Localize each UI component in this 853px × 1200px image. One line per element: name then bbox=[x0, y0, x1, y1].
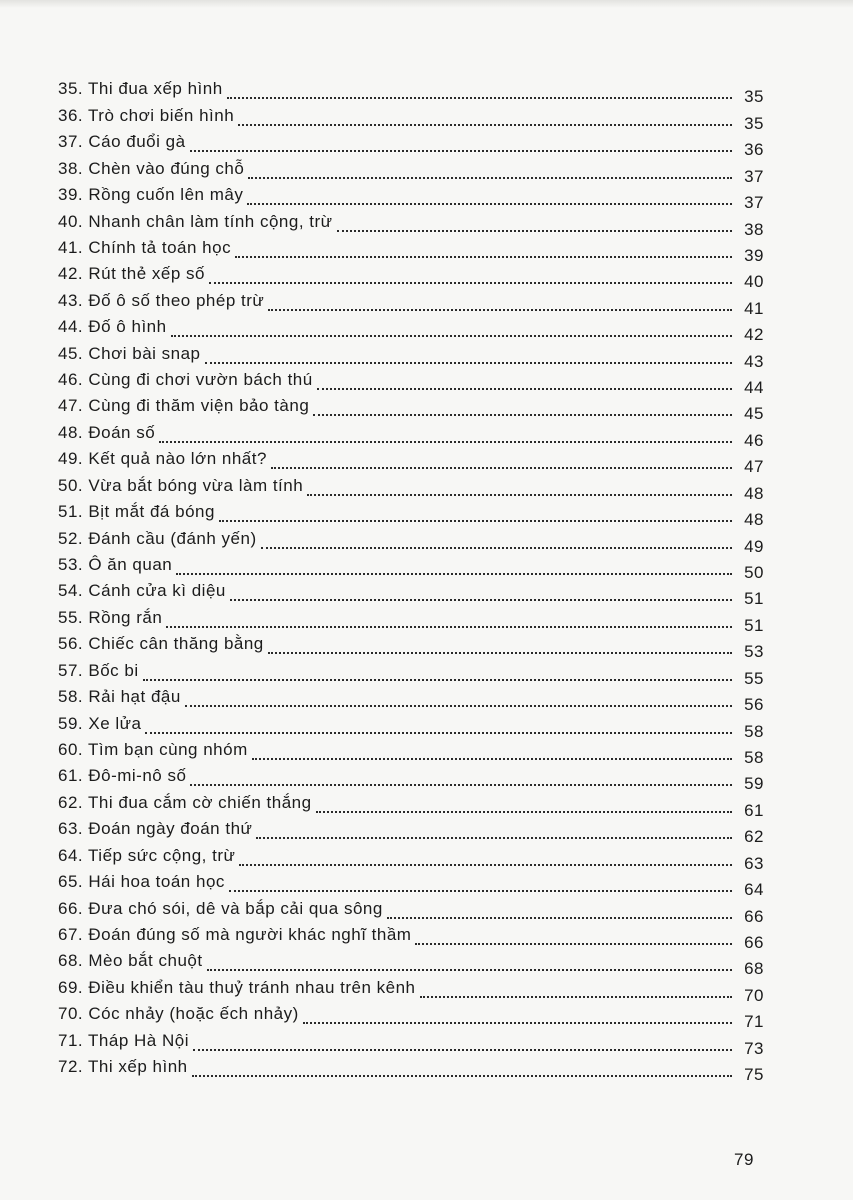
toc-entry-title: 43. Đố ô số theo phép trừ bbox=[58, 290, 265, 310]
toc-entry-page: 62 bbox=[744, 827, 764, 847]
dot-leader bbox=[190, 784, 732, 786]
toc-entry-page: 71 bbox=[744, 1012, 764, 1032]
dot-leader bbox=[316, 811, 732, 813]
toc-entry-page: 46 bbox=[744, 430, 764, 450]
dot-leader bbox=[261, 547, 732, 549]
toc-entry-title: 52. Đánh cầu (đánh yến) bbox=[58, 528, 257, 548]
dot-leader bbox=[192, 1075, 732, 1077]
toc-entry-page: 42 bbox=[744, 325, 764, 345]
toc-entry-title: 61. Đô-mi-nô số bbox=[58, 766, 187, 786]
toc-entry bbox=[58, 367, 764, 398]
toc-entry-title: 69. Điều khiển tàu thuỷ tránh nhau trên kênh bbox=[58, 977, 416, 997]
dot-leader bbox=[193, 1049, 732, 1051]
toc-entry-title: 36. Trò chơi biến hình bbox=[58, 105, 235, 125]
toc-entry-page: 51 bbox=[744, 615, 764, 635]
toc-entry-page: 43 bbox=[744, 351, 764, 371]
toc-entry bbox=[58, 816, 764, 847]
toc-entry bbox=[58, 789, 764, 820]
table-of-contents bbox=[58, 76, 764, 1085]
toc-entry bbox=[58, 314, 764, 345]
dot-leader bbox=[268, 652, 732, 654]
dot-leader bbox=[209, 282, 732, 284]
toc-entry-page: 51 bbox=[744, 589, 764, 609]
dot-leader bbox=[247, 203, 732, 205]
toc-entry-title: 55. Rồng rắn bbox=[58, 607, 163, 627]
dot-leader bbox=[239, 864, 732, 866]
toc-entry-page: 66 bbox=[744, 906, 764, 926]
toc-entry-title: 58. Rải hạt đậu bbox=[58, 687, 181, 707]
toc-entry bbox=[58, 974, 764, 1005]
dot-leader bbox=[219, 520, 732, 522]
toc-entry-title: 68. Mèo bắt chuột bbox=[58, 951, 203, 971]
dot-leader bbox=[145, 732, 732, 734]
dot-leader bbox=[205, 362, 732, 364]
toc-entry-title: 70. Cóc nhảy (hoặc ếch nhảy) bbox=[58, 1004, 299, 1024]
toc-entry bbox=[58, 763, 764, 794]
toc-entry-title: 42. Rút thẻ xếp số bbox=[58, 264, 205, 284]
dot-leader bbox=[230, 599, 732, 601]
toc-entry bbox=[58, 578, 764, 609]
toc-entry-page: 58 bbox=[744, 721, 764, 741]
page-number: 79 bbox=[734, 1150, 754, 1169]
toc-entry-title: 41. Chính tả toán học bbox=[58, 237, 232, 257]
toc-entry-page: 39 bbox=[744, 245, 764, 265]
toc-entry-title: 60. Tìm bạn cùng nhóm bbox=[58, 739, 248, 759]
toc-entry-title: 46. Cùng đi chơi vườn bách thú bbox=[58, 370, 313, 390]
toc-entry bbox=[58, 1027, 764, 1058]
toc-entry-title: 63. Đoán ngày đoán thứ bbox=[58, 819, 253, 839]
toc-entry-title: 67. Đoán đúng số mà người khác nghĩ thầm bbox=[58, 924, 412, 944]
dot-leader bbox=[268, 309, 732, 311]
toc-entry-page: 45 bbox=[744, 404, 764, 424]
dot-leader bbox=[238, 124, 732, 126]
toc-entry-title: 65. Hái hoa toán học bbox=[58, 872, 225, 892]
toc-entry bbox=[58, 684, 764, 715]
toc-entry bbox=[58, 552, 764, 583]
toc-entry bbox=[58, 393, 764, 424]
toc-entry-title: 48. Đoán số bbox=[58, 422, 156, 442]
toc-entry-title: 38. Chèn vào đúng chỗ bbox=[58, 158, 245, 178]
toc-entry bbox=[58, 499, 764, 530]
toc-entry bbox=[58, 155, 764, 186]
dot-leader bbox=[159, 441, 732, 443]
toc-entry bbox=[58, 446, 764, 477]
dot-leader bbox=[387, 917, 732, 919]
toc-entry-page: 50 bbox=[744, 563, 764, 583]
toc-entry-title: 59. Xe lửa bbox=[58, 713, 142, 733]
dot-leader bbox=[313, 414, 732, 416]
toc-entry-title: 64. Tiếp sức cộng, trừ bbox=[58, 845, 236, 865]
dot-leader bbox=[252, 758, 732, 760]
toc-entry-title: 47. Cùng đi thăm viện bảo tàng bbox=[58, 396, 310, 416]
toc-entry-title: 53. Ô ăn quan bbox=[58, 555, 173, 575]
toc-entry bbox=[58, 208, 764, 239]
toc-entry-title: 56. Chiếc cân thăng bằng bbox=[58, 634, 264, 654]
toc-entry-page: 48 bbox=[744, 483, 764, 503]
toc-entry-title: 50. Vừa bắt bóng vừa làm tính bbox=[58, 475, 304, 495]
toc-entry bbox=[58, 1054, 764, 1085]
toc-entry-title: 54. Cánh cửa kì diệu bbox=[58, 581, 226, 601]
toc-entry bbox=[58, 102, 764, 133]
toc-entry-page: 55 bbox=[744, 668, 764, 688]
toc-entry-title: 57. Bốc bi bbox=[58, 660, 139, 680]
toc-entry-page: 35 bbox=[744, 113, 764, 133]
dot-leader bbox=[420, 996, 732, 998]
dot-leader bbox=[303, 1022, 732, 1024]
toc-entry bbox=[58, 182, 764, 213]
dot-leader bbox=[190, 150, 732, 152]
dot-leader bbox=[307, 494, 732, 496]
toc-entry bbox=[58, 710, 764, 741]
toc-entry bbox=[58, 525, 764, 556]
toc-entry bbox=[58, 287, 764, 318]
toc-entry bbox=[58, 895, 764, 926]
dot-leader bbox=[235, 256, 732, 258]
toc-entry-page: 37 bbox=[744, 193, 764, 213]
toc-entry bbox=[58, 948, 764, 979]
toc-entry-page: 70 bbox=[744, 985, 764, 1005]
toc-entry bbox=[58, 657, 764, 688]
toc-entry-title: 35. Thi đua xếp hình bbox=[58, 79, 223, 99]
toc-entry bbox=[58, 737, 764, 767]
dot-leader bbox=[337, 230, 732, 232]
dot-leader bbox=[176, 573, 732, 575]
toc-entry-title: 49. Kết quả nào lớn nhất? bbox=[58, 449, 267, 469]
toc-entry bbox=[58, 235, 764, 265]
toc-entry bbox=[58, 1001, 764, 1032]
toc-entry-title: 37. Cáo đuổi gà bbox=[58, 132, 186, 152]
toc-entry-page: 53 bbox=[744, 642, 764, 662]
dot-leader bbox=[143, 679, 732, 681]
page-top-edge bbox=[0, 0, 853, 8]
dot-leader bbox=[207, 969, 732, 971]
toc-entry-page: 63 bbox=[744, 853, 764, 873]
toc-entry-page: 48 bbox=[744, 510, 764, 530]
toc-entry bbox=[58, 340, 764, 371]
dot-leader bbox=[248, 177, 732, 179]
toc-entry bbox=[58, 631, 764, 662]
toc-entry-page: 38 bbox=[744, 219, 764, 239]
toc-entry bbox=[58, 261, 764, 292]
dot-leader bbox=[415, 943, 732, 945]
toc-entry bbox=[58, 842, 764, 873]
dot-leader bbox=[185, 705, 732, 707]
toc-entry-page: 41 bbox=[744, 298, 764, 318]
toc-entry-page: 56 bbox=[744, 695, 764, 715]
dot-leader bbox=[256, 837, 732, 839]
dot-leader bbox=[171, 335, 732, 337]
toc-entry bbox=[58, 922, 764, 952]
toc-entry-title: 66. Đưa chó sói, dê và bắp cải qua sông bbox=[58, 898, 383, 918]
toc-entry-title: 44. Đố ô hình bbox=[58, 317, 167, 337]
toc-entry-title: 62. Thi đua cắm cờ chiến thắng bbox=[58, 792, 312, 812]
toc-entry bbox=[58, 869, 764, 900]
dot-leader bbox=[166, 626, 732, 628]
dot-leader bbox=[229, 890, 732, 892]
dot-leader bbox=[317, 388, 732, 390]
toc-entry-page: 49 bbox=[744, 536, 764, 556]
toc-entry-page: 40 bbox=[744, 272, 764, 292]
toc-entry-page: 59 bbox=[744, 774, 764, 794]
toc-entry-title: 39. Rồng cuốn lên mây bbox=[58, 185, 244, 205]
toc-entry bbox=[58, 472, 764, 503]
toc-entry-page: 44 bbox=[744, 378, 764, 398]
toc-entry-page: 37 bbox=[744, 166, 764, 186]
dot-leader bbox=[271, 467, 732, 469]
toc-entry-page: 75 bbox=[744, 1065, 764, 1085]
dot-leader bbox=[227, 97, 732, 99]
toc-entry-title: 72. Thi xếp hình bbox=[58, 1057, 188, 1077]
toc-entry-page: 35 bbox=[744, 87, 764, 107]
toc-entry-page: 61 bbox=[744, 800, 764, 820]
toc-entry bbox=[58, 419, 764, 450]
toc-entry bbox=[58, 604, 764, 635]
toc-entry-page: 36 bbox=[744, 140, 764, 160]
toc-entry bbox=[58, 129, 764, 160]
toc-entry-title: 40. Nhanh chân làm tính cộng, trừ bbox=[58, 211, 333, 231]
toc-entry-page: 47 bbox=[744, 457, 764, 477]
toc-entry-title: 51. Bịt mắt đá bóng bbox=[58, 502, 215, 522]
toc-entry-page: 68 bbox=[744, 959, 764, 979]
toc-entry-page: 73 bbox=[744, 1038, 764, 1058]
toc-entry bbox=[58, 76, 764, 107]
toc-entry-title: 71. Tháp Hà Nội bbox=[58, 1030, 189, 1050]
toc-entry-page: 66 bbox=[744, 932, 764, 952]
toc-entry-page: 64 bbox=[744, 880, 764, 900]
toc-entry-page: 58 bbox=[744, 747, 764, 767]
toc-entry-title: 45. Chơi bài snap bbox=[58, 343, 201, 363]
